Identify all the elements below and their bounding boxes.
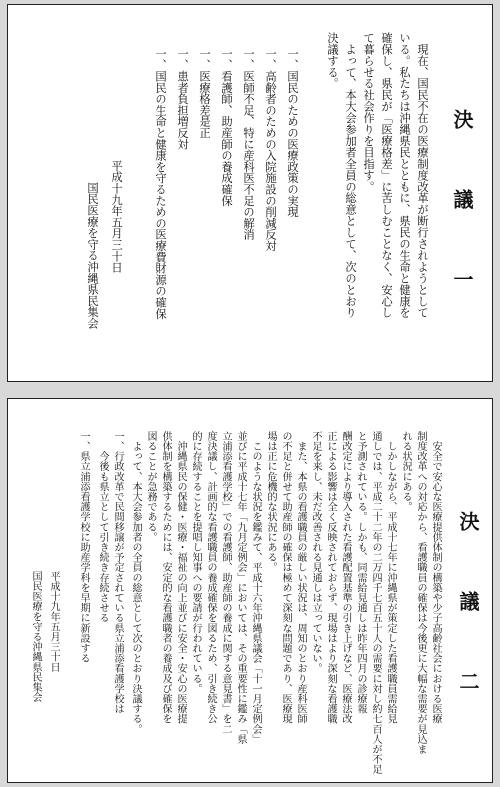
body-line: 沖縄県民の保健・医療・福祉の向上並びに安全・安心の医療提: [175, 431, 186, 724]
body-line: 度決議し、計画的な看護職員の養成確保を図るため、引き続き公: [205, 431, 216, 724]
body-line: の不足と併せて助産師の確保は極めて深刻な問題であり、医療現: [280, 431, 291, 724]
body-line: いる。私たちは沖縄県民とともに、県民の生命と健康を: [398, 32, 411, 319]
body-line: 供体制を構築するためには、安定的な看護職者の養成及び確保を: [160, 431, 171, 724]
body-line: また、本県の看護職員の厳しい状況は、周知のとおり産科医師: [295, 431, 306, 724]
resolution-one-date: 平成十九年五月三十日: [110, 160, 123, 273]
body-line: 不足を来し、未だ改善される見通しは立っていない。: [310, 431, 321, 674]
body-line: 通しでは、平成二十二年の二万四千七百五十人の需要に対し約七百人が不足: [370, 431, 381, 775]
body-line: 図ることが急務である。: [145, 431, 156, 543]
body-line: このような状況を鑑みて、平成十六年沖縄県議会「十一月定例会」: [250, 431, 261, 745]
body-line: 立浦添看護学校」での看護師、助産師の養成に関する意見書」を二: [220, 431, 231, 734]
resolution-two-date: 平成十九年五月三十日: [48, 571, 59, 672]
resolution-two-organizer: 国民医療を守る沖縄県民集会: [30, 571, 41, 703]
body-line: 酬改定により導入された看護配置基準の引き上げなど、医療法改: [340, 431, 351, 724]
resolution-two-title: 決 議 二: [456, 511, 480, 711]
resolution-one-sheet: [7, 4, 493, 382]
body-line: と予測されている。しかも、同需給見通しは昨年四月の診療報: [355, 431, 366, 714]
body-line: 制度改革への対応から、看護職員の確保は今後更に大幅な需要が見込ま: [415, 431, 426, 755]
body-line: 場は正に危機的な状況にある。: [265, 431, 276, 573]
resolution-item: 一、国民のための医療政策の実現: [286, 48, 299, 218]
resolution-two-sheet: [7, 398, 493, 783]
resolution-item: 一、患者負担増反対: [176, 48, 189, 150]
body-line: 現在、国民不在の医療制度改革が断行されようとして: [416, 32, 429, 319]
resolution-item: 一、行政改革で民間移譲が予定されている県立浦添看護学校は: [112, 431, 123, 714]
resolution-item: 一、高齢者のための入院施設の削減反対: [264, 48, 277, 252]
body-line: れる状況にある。: [400, 431, 411, 512]
resolution-item: 一、医療格差是正: [198, 48, 211, 139]
resolution-one-title: 決 議 一: [450, 109, 474, 309]
body-line: て暮らせる社会作りを目指す。: [362, 32, 375, 193]
body-line: 的に存続することを提唱し知事への要請が行われている。: [190, 431, 201, 694]
body-line: 正による影響は全く反映されておらず、現場はより深刻な看護職: [325, 431, 336, 724]
resolution-item: 一、国民の生命と健康を守るための医療費財源の確保: [154, 48, 167, 320]
body-line: よって、本大会参加者全員の総意として、次のとおり: [344, 32, 357, 319]
body-line: 確保し、県民が「医療格差」に苦しむことなく、安心し: [380, 32, 393, 319]
resolution-one-organizer: 国民医療を守る沖縄県民集会: [86, 182, 99, 329]
body-line: 決議する。: [326, 32, 339, 90]
body-line: よって、本大会参加者の全員の総意として次のとおり決議する。: [130, 431, 141, 734]
body-line: しかしながら、平成十七年に沖縄県が策定した看護職員需給見: [385, 431, 396, 724]
resolution-item: 一、医師不足、特に産科医不足の解消: [242, 48, 255, 241]
body-line: 安全で安心な医療提供体制の構築や少子高齢社会における医療: [430, 431, 441, 724]
body-line: 並びに平成十七年「九月定例会」においては、その重要性に鑑み「県: [235, 431, 246, 745]
resolution-item: 今後も県立として引き続き存続させる: [97, 431, 108, 623]
resolution-item: 一、県立浦添看護学校に助産学科を早期に新設する: [78, 431, 89, 664]
resolution-item: 一、看護師、助産師の養成確保: [220, 48, 233, 207]
